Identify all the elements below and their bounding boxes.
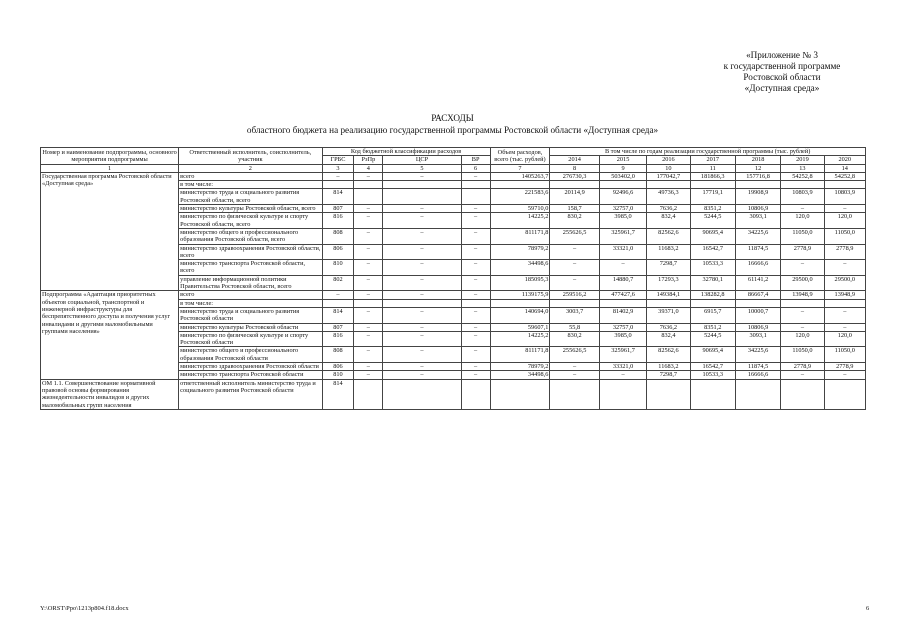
grbs-cell: 814 xyxy=(322,379,354,409)
total-cell: 221583,6 xyxy=(490,189,550,205)
program-name: ОМ 1.1. Совершенствование нормативной правовой основы формирования жизнедеятельности инвалидов и других маломобильных групп населения xyxy=(41,379,179,409)
year-value-cell: 10803,9 xyxy=(781,189,824,205)
executor-cell: всего xyxy=(179,291,322,299)
header-year: 2019 xyxy=(781,156,824,164)
year-value-cell: 2778,9 xyxy=(781,363,824,371)
vr-cell xyxy=(461,379,490,409)
grbs-cell: 806 xyxy=(322,363,354,371)
column-number: 2 xyxy=(179,164,322,172)
year-value-cell: 11050,0 xyxy=(781,347,824,363)
year-value-cell: – xyxy=(550,244,599,260)
grbs-cell: 814 xyxy=(322,189,354,205)
csr-cell: – xyxy=(383,213,461,229)
year-value-cell: 39371,0 xyxy=(647,307,690,323)
csr-cell: – xyxy=(383,260,461,276)
total-cell: 34498,6 xyxy=(490,371,550,379)
column-number: 11 xyxy=(690,164,735,172)
year-value-cell xyxy=(690,379,735,409)
year-value-cell xyxy=(550,379,599,409)
executor-cell: министерство по физической культуре и спорту Ростовской области, всего xyxy=(179,213,322,229)
appendix-line: «Доступная среда» xyxy=(744,83,820,93)
executor-cell: ответственный исполнитель министерство труда и социального развития Ростовской области xyxy=(179,379,322,409)
vr-cell: – xyxy=(461,331,490,347)
csr-cell: – xyxy=(383,275,461,291)
year-value-cell: 181866,3 xyxy=(690,172,735,180)
year-value-cell: – xyxy=(824,260,865,276)
document-subtitle: областного бюджета на реализацию государственной программы Ростовской области «Доступная среда» xyxy=(246,125,659,135)
year-value-cell: 5244,5 xyxy=(690,213,735,229)
csr-cell: – xyxy=(383,363,461,371)
column-number: 4 xyxy=(354,164,383,172)
year-value-cell: 120,0 xyxy=(824,331,865,347)
csr-cell: – xyxy=(383,291,461,299)
year-value-cell: – xyxy=(550,260,599,276)
executor-cell: управление информационной политики Правительства Ростовской области, всего xyxy=(179,275,322,291)
year-value-cell: 325961,7 xyxy=(599,228,646,244)
year-value-cell: 32757,0 xyxy=(599,205,646,213)
year-value-cell xyxy=(599,379,646,409)
year-value-cell: 8351,2 xyxy=(690,205,735,213)
year-value-cell: 82562,6 xyxy=(647,347,690,363)
year-value-cell: 830,2 xyxy=(550,331,599,347)
appendix-header xyxy=(692,50,872,94)
year-value-cell: 149384,1 xyxy=(647,291,690,299)
header-executor: Ответственный исполнитель, соисполнитель, участник xyxy=(179,148,322,165)
year-value-cell: 2778,9 xyxy=(824,244,865,260)
year-value-cell: – xyxy=(824,371,865,379)
column-number: 13 xyxy=(781,164,824,172)
rzpr-cell: – xyxy=(354,275,383,291)
csr-cell xyxy=(383,299,461,307)
vr-cell: – xyxy=(461,323,490,331)
rzpr-cell: – xyxy=(354,205,383,213)
executor-cell: министерство труда и социального развития Ростовской области xyxy=(179,307,322,323)
column-number: 5 xyxy=(383,164,461,172)
rzpr-cell: – xyxy=(354,323,383,331)
vr-cell: – xyxy=(461,228,490,244)
year-value-cell: 17293,3 xyxy=(647,275,690,291)
year-value-cell: 16666,6 xyxy=(735,371,780,379)
rzpr-cell: – xyxy=(354,363,383,371)
year-value-cell: – xyxy=(550,275,599,291)
year-value-cell: 8351,2 xyxy=(690,323,735,331)
total-cell xyxy=(490,181,550,189)
total-cell: 1405263,7 xyxy=(490,172,550,180)
csr-cell: – xyxy=(383,347,461,363)
year-value-cell: 2778,9 xyxy=(824,363,865,371)
grbs-cell: 806 xyxy=(322,244,354,260)
vr-cell: – xyxy=(461,291,490,299)
csr-cell: – xyxy=(383,205,461,213)
year-value-cell: 55,8 xyxy=(550,323,599,331)
total-cell: 811171,8 xyxy=(490,228,550,244)
year-value-cell: 33321,0 xyxy=(599,244,646,260)
year-value-cell xyxy=(550,181,599,189)
rzpr-cell: – xyxy=(354,172,383,180)
csr-cell: – xyxy=(383,244,461,260)
year-value-cell xyxy=(781,181,824,189)
year-value-cell: 10803,9 xyxy=(824,189,865,205)
program-name: Подпрограмма «Адаптация приоритетных объектов социальной, транспортной и инженерной инфраструктуры для беспрепятственного доступа и получения услуг инвалидами и другими маломобильными группами населения» xyxy=(41,291,179,379)
year-value-cell xyxy=(647,299,690,307)
year-value-cell: 120,0 xyxy=(781,213,824,229)
year-value-cell xyxy=(647,379,690,409)
year-value-cell: – xyxy=(781,307,824,323)
year-value-cell xyxy=(599,181,646,189)
year-value-cell: 832,4 xyxy=(647,331,690,347)
executor-cell: министерство общего и профессионального образования Ростовской области, всего xyxy=(179,228,322,244)
csr-cell: – xyxy=(383,331,461,347)
grbs-cell: – xyxy=(322,291,354,299)
grbs-cell xyxy=(322,299,354,307)
year-value-cell: 255626,5 xyxy=(550,228,599,244)
total-cell: 59607,1 xyxy=(490,323,550,331)
year-value-cell xyxy=(781,379,824,409)
grbs-cell: 810 xyxy=(322,260,354,276)
year-value-cell: 32780,1 xyxy=(690,275,735,291)
year-value-cell xyxy=(824,299,865,307)
total-cell: 34498,6 xyxy=(490,260,550,276)
appendix-line: Ростовской области xyxy=(743,72,821,82)
executor-cell: министерство труда и социального развития Ростовской области, всего xyxy=(179,189,322,205)
program-name: Государственная программа Ростовской области «Доступная среда» xyxy=(41,172,179,290)
executor-cell: министерство общего и профессионального образования Ростовской области xyxy=(179,347,322,363)
executor-cell: министерство транспорта Ростовской области xyxy=(179,371,322,379)
rzpr-cell: – xyxy=(354,307,383,323)
year-value-cell: 16542,7 xyxy=(690,244,735,260)
csr-cell xyxy=(383,379,461,409)
year-value-cell: – xyxy=(781,205,824,213)
header-code-grbs: ГРБС xyxy=(322,156,354,164)
vr-cell xyxy=(461,181,490,189)
year-value-cell: 20114,9 xyxy=(550,189,599,205)
year-value-cell: 276730,3 xyxy=(550,172,599,180)
vr-cell: – xyxy=(461,172,490,180)
year-value-cell: 3093,1 xyxy=(735,213,780,229)
year-value-cell: 17719,1 xyxy=(690,189,735,205)
year-value-cell xyxy=(824,181,865,189)
csr-cell: – xyxy=(383,323,461,331)
year-value-cell: 120,0 xyxy=(824,213,865,229)
grbs-cell: 802 xyxy=(322,275,354,291)
rzpr-cell: – xyxy=(354,331,383,347)
total-cell: 14225,2 xyxy=(490,213,550,229)
year-value-cell: 2778,9 xyxy=(781,244,824,260)
column-number: 9 xyxy=(599,164,646,172)
rzpr-cell: – xyxy=(354,371,383,379)
column-number: 14 xyxy=(824,164,865,172)
total-cell: 1139175,9 xyxy=(490,291,550,299)
rzpr-cell: – xyxy=(354,347,383,363)
year-value-cell xyxy=(735,181,780,189)
rzpr-cell xyxy=(354,299,383,307)
year-value-cell: 92496,6 xyxy=(599,189,646,205)
vr-cell: – xyxy=(461,244,490,260)
header-code-vr: ВР xyxy=(461,156,490,164)
year-value-cell: – xyxy=(781,371,824,379)
year-value-cell: 54252,8 xyxy=(824,172,865,180)
grbs-cell: – xyxy=(322,172,354,180)
grbs-cell: 816 xyxy=(322,331,354,347)
header-year: 2015 xyxy=(599,156,646,164)
year-value-cell: 138282,8 xyxy=(690,291,735,299)
column-number: 8 xyxy=(550,164,599,172)
page-number: 6 xyxy=(866,605,870,612)
year-value-cell: – xyxy=(824,323,865,331)
header-years: В том числе по годам реализации государственной программы (тыс. рублей) xyxy=(550,148,866,156)
csr-cell: – xyxy=(383,228,461,244)
rzpr-cell: – xyxy=(354,244,383,260)
year-value-cell: 13948,9 xyxy=(781,291,824,299)
grbs-cell: 810 xyxy=(322,371,354,379)
rzpr-cell xyxy=(354,189,383,205)
rzpr-cell: – xyxy=(354,260,383,276)
grbs-cell: 807 xyxy=(322,323,354,331)
year-value-cell: 54252,8 xyxy=(781,172,824,180)
year-value-cell: – xyxy=(550,371,599,379)
header-budget-code: Код бюджетной классификации расходов xyxy=(322,148,490,156)
column-number: 7 xyxy=(490,164,550,172)
total-cell: 78979,2 xyxy=(490,363,550,371)
year-value-cell: 255626,5 xyxy=(550,347,599,363)
year-value-cell: – xyxy=(781,323,824,331)
executor-cell: всего xyxy=(179,172,322,180)
year-value-cell: 830,2 xyxy=(550,213,599,229)
year-value-cell xyxy=(735,379,780,409)
year-value-cell: 86667,4 xyxy=(735,291,780,299)
year-value-cell: 29500,0 xyxy=(781,275,824,291)
grbs-cell: 808 xyxy=(322,228,354,244)
year-value-cell: 259516,2 xyxy=(550,291,599,299)
year-value-cell: 10000,7 xyxy=(735,307,780,323)
year-value-cell: – xyxy=(781,260,824,276)
executor-cell: министерство культуры Ростовской области xyxy=(179,323,322,331)
grbs-cell: 808 xyxy=(322,347,354,363)
year-value-cell: 90695,4 xyxy=(690,347,735,363)
header-year: 2016 xyxy=(647,156,690,164)
year-value-cell: 16666,6 xyxy=(735,260,780,276)
total-cell: 140694,0 xyxy=(490,307,550,323)
year-value-cell: 503402,0 xyxy=(599,172,646,180)
header-name: Номер и наименование подпрограммы, основного мероприятия подпрограммы xyxy=(42,148,177,163)
table-row xyxy=(41,379,866,409)
vr-cell: – xyxy=(461,371,490,379)
budget-table xyxy=(40,147,866,410)
year-value-cell: 11050,0 xyxy=(824,347,865,363)
year-value-cell xyxy=(781,299,824,307)
year-value-cell: 33321,0 xyxy=(599,363,646,371)
year-value-cell xyxy=(824,379,865,409)
column-number: 10 xyxy=(647,164,690,172)
executor-cell: министерство здравоохранения Ростовской области xyxy=(179,363,322,371)
year-value-cell: 3003,7 xyxy=(550,307,599,323)
rzpr-cell: – xyxy=(354,228,383,244)
header-year: 2017 xyxy=(690,156,735,164)
total-cell: 811171,8 xyxy=(490,347,550,363)
csr-cell: – xyxy=(383,172,461,180)
year-value-cell xyxy=(550,299,599,307)
year-value-cell: – xyxy=(599,260,646,276)
csr-cell: – xyxy=(383,307,461,323)
vr-cell: – xyxy=(461,363,490,371)
year-value-cell: 10806,9 xyxy=(735,323,780,331)
csr-cell: – xyxy=(383,371,461,379)
header-code-rzpr: РзПр xyxy=(354,156,383,164)
column-number: 3 xyxy=(322,164,354,172)
rzpr-cell xyxy=(354,379,383,409)
rzpr-cell xyxy=(354,181,383,189)
vr-cell xyxy=(461,299,490,307)
total-cell xyxy=(490,379,550,409)
document-title: РАСХОДЫ xyxy=(431,113,474,123)
csr-cell xyxy=(383,189,461,205)
year-value-cell: – xyxy=(550,363,599,371)
year-value-cell: 158,7 xyxy=(550,205,599,213)
table-row xyxy=(41,291,866,299)
vr-cell: – xyxy=(461,275,490,291)
year-value-cell: 49736,3 xyxy=(647,189,690,205)
year-value-cell: 157716,8 xyxy=(735,172,780,180)
year-value-cell: 82562,6 xyxy=(647,228,690,244)
appendix-line: к государственной программе xyxy=(723,61,841,71)
column-number: 6 xyxy=(461,164,490,172)
year-value-cell: 13948,9 xyxy=(824,291,865,299)
year-value-cell: 5244,5 xyxy=(690,331,735,347)
year-value-cell: 34225,6 xyxy=(735,347,780,363)
budget-table-body xyxy=(41,172,866,409)
year-value-cell: 81402,9 xyxy=(599,307,646,323)
grbs-cell: 816 xyxy=(322,213,354,229)
year-value-cell: 120,0 xyxy=(781,331,824,347)
year-value-cell: 11050,0 xyxy=(824,228,865,244)
executor-cell: в том числе: xyxy=(179,181,322,189)
executor-cell: министерство культуры Ростовской области, всего xyxy=(179,205,322,213)
rzpr-cell: – xyxy=(354,291,383,299)
vr-cell: – xyxy=(461,213,490,229)
year-value-cell: 10533,3 xyxy=(690,371,735,379)
year-value-cell: 11683,2 xyxy=(647,363,690,371)
year-value-cell xyxy=(690,299,735,307)
executor-cell: министерство транспорта Ростовской области, всего xyxy=(179,260,322,276)
year-value-cell: 3985,0 xyxy=(599,213,646,229)
year-value-cell: 11874,5 xyxy=(735,244,780,260)
column-number: 1 xyxy=(41,164,179,172)
year-value-cell: 11874,5 xyxy=(735,363,780,371)
year-value-cell: 34225,6 xyxy=(735,228,780,244)
year-value-cell: – xyxy=(599,371,646,379)
year-value-cell: 61141,2 xyxy=(735,275,780,291)
column-number: 12 xyxy=(735,164,780,172)
executor-cell: в том числе: xyxy=(179,299,322,307)
year-value-cell: 832,4 xyxy=(647,213,690,229)
column-number-row xyxy=(41,164,866,172)
header-year: 2014 xyxy=(550,156,599,164)
year-value-cell: 7298,7 xyxy=(647,260,690,276)
grbs-cell: 814 xyxy=(322,307,354,323)
header-code-csr: ЦСР xyxy=(383,156,461,164)
year-value-cell: 7636,2 xyxy=(647,205,690,213)
year-value-cell xyxy=(735,299,780,307)
total-cell: 14225,2 xyxy=(490,331,550,347)
appendix-line: «Приложение № 3 xyxy=(746,50,818,60)
executor-cell: министерство по физической культуре и спорту Ростовской области xyxy=(179,331,322,347)
vr-cell: – xyxy=(461,307,490,323)
year-value-cell: 3093,1 xyxy=(735,331,780,347)
year-value-cell xyxy=(647,181,690,189)
csr-cell xyxy=(383,181,461,189)
year-value-cell: 29500,0 xyxy=(824,275,865,291)
year-value-cell: 90695,4 xyxy=(690,228,735,244)
year-value-cell: 11050,0 xyxy=(781,228,824,244)
table-row xyxy=(41,172,866,180)
year-value-cell: 177042,7 xyxy=(647,172,690,180)
year-value-cell: 477427,6 xyxy=(599,291,646,299)
year-value-cell: 3985,0 xyxy=(599,331,646,347)
header-row xyxy=(41,148,866,156)
vr-cell: – xyxy=(461,205,490,213)
executor-cell: министерство здравоохранения Ростовской области, всего xyxy=(180,244,321,259)
year-value-cell xyxy=(599,299,646,307)
year-value-cell: 325961,7 xyxy=(599,347,646,363)
year-value-cell: 14880,7 xyxy=(599,275,646,291)
year-value-cell: 7636,2 xyxy=(647,323,690,331)
header-year: 2020 xyxy=(824,156,865,164)
year-value-cell: 10533,3 xyxy=(690,260,735,276)
year-value-cell: 7298,7 xyxy=(647,371,690,379)
header-total: Объем расходов, всего (тыс. рублей) xyxy=(490,148,550,165)
file-path: Y:\ORST\Ppo\1213p804.f18.docx xyxy=(40,605,129,612)
vr-cell: – xyxy=(461,347,490,363)
total-cell: 59710,0 xyxy=(490,205,550,213)
rzpr-cell: – xyxy=(354,213,383,229)
vr-cell: – xyxy=(461,260,490,276)
year-value-cell: 6915,7 xyxy=(690,307,735,323)
year-value-cell: 32757,0 xyxy=(599,323,646,331)
total-cell xyxy=(490,299,550,307)
vr-cell xyxy=(461,189,490,205)
year-value-cell xyxy=(690,181,735,189)
total-cell: 185095,3 xyxy=(490,275,550,291)
total-cell: 78979,2 xyxy=(490,244,550,260)
year-value-cell: – xyxy=(824,205,865,213)
year-value-cell: 10806,9 xyxy=(735,205,780,213)
grbs-cell xyxy=(322,181,354,189)
grbs-cell: 807 xyxy=(322,205,354,213)
year-value-cell: – xyxy=(824,307,865,323)
year-value-cell: 11683,2 xyxy=(647,244,690,260)
year-value-cell: 16542,7 xyxy=(690,363,735,371)
header-year: 2018 xyxy=(735,156,780,164)
year-value-cell: 19908,9 xyxy=(735,189,780,205)
